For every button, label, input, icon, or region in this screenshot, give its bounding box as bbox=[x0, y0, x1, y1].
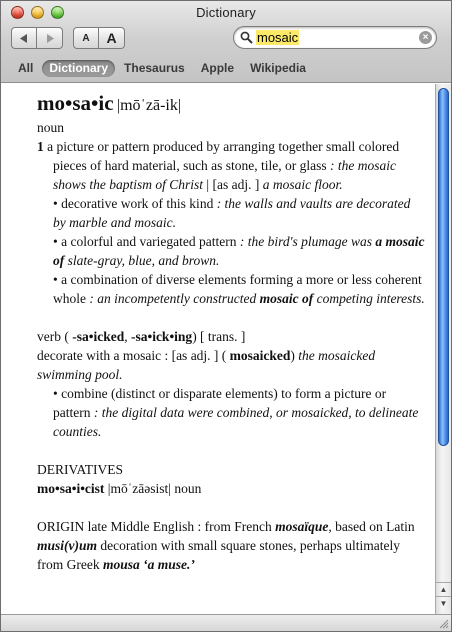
sense-1-label: | [as adj. ] bbox=[206, 177, 260, 192]
back-icon bbox=[20, 34, 28, 43]
back-button[interactable] bbox=[11, 27, 37, 49]
pronunciation: |mōˈzā-ik| bbox=[116, 97, 182, 114]
subsense-2-example-end: slate-gray, blue, and brown. bbox=[67, 253, 220, 268]
derivative-word: mo•sa•i•cist bbox=[37, 481, 105, 496]
subsense-1-definition: • decorative work of this kind bbox=[53, 196, 214, 211]
verb-definition bbox=[37, 346, 425, 384]
scrollbar-thumb[interactable] bbox=[438, 88, 449, 446]
sense-number: 1 bbox=[37, 139, 44, 154]
verb-form-past: -sa•icked bbox=[72, 329, 125, 344]
definition-content bbox=[1, 84, 435, 614]
scroll-down-button[interactable] bbox=[436, 596, 451, 609]
verb-definition-text: decorate with a mosaic : [as adj. ] ( bbox=[37, 348, 227, 363]
verb-grammar-label: ) [ trans. ] bbox=[192, 329, 246, 344]
vertical-scrollbar[interactable] bbox=[435, 84, 451, 614]
derivatives-section bbox=[37, 460, 425, 498]
forward-icon bbox=[46, 34, 54, 43]
entry-header bbox=[37, 91, 425, 115]
verb-subsense-definition: • combine (distinct or disparate elements) to form a picture or pattern bbox=[53, 386, 387, 420]
derivative-pos: noun bbox=[174, 481, 202, 496]
origin-french-word: mosaïque bbox=[275, 519, 329, 534]
origin-text-2: , based on Latin bbox=[328, 519, 415, 534]
subsense-1 bbox=[53, 194, 425, 232]
derivative-pronunciation: |mōˈzāəsist| bbox=[107, 481, 171, 496]
sense-1-example-2: a mosaic floor. bbox=[262, 177, 343, 192]
verb-form-present: -sa•ick•ing bbox=[130, 329, 193, 344]
verb-example: the mosaicked swimming pool. bbox=[37, 348, 376, 382]
noun-label: noun bbox=[37, 120, 64, 135]
window-bottom-bar bbox=[1, 614, 451, 631]
origin-greek-word: mousa ‘a muse.’ bbox=[102, 557, 195, 572]
verb-subsense bbox=[53, 384, 425, 441]
verb-form-separator: , bbox=[124, 329, 128, 344]
sense-1-example: : the mosaic shows the baptism of Christ bbox=[53, 158, 397, 192]
window-title: Dictionary bbox=[196, 5, 256, 20]
verb-subsense-example: : the digital data were combined, or mosaicked, to delineate counties. bbox=[53, 405, 419, 439]
scroll-up-icon: ▲ bbox=[439, 584, 448, 594]
verb-adj-form: mosaicked bbox=[229, 348, 291, 363]
subsense-3-phrase: mosaic of bbox=[259, 291, 314, 306]
subsense-2-definition: • a colorful and variegated pattern bbox=[53, 234, 237, 249]
verb-label: verb ( bbox=[37, 329, 69, 344]
scope-dictionary[interactable]: Dictionary bbox=[42, 60, 115, 77]
subsense-3-definition: • a combination of diverse elements forming a more or less coherent whole bbox=[53, 272, 422, 306]
derivative-entry bbox=[37, 479, 425, 498]
scroll-down-icon: ▼ bbox=[439, 598, 448, 608]
sense-1-definition: a picture or pattern produced by arranging together small colored pieces of hard material, such as stone, tile, or glass bbox=[47, 139, 400, 173]
origin-text: ORIGIN late Middle English : from French bbox=[37, 519, 272, 534]
verb-section bbox=[37, 327, 425, 441]
verb-forms bbox=[37, 327, 425, 346]
scope-apple[interactable]: Apple bbox=[200, 61, 235, 75]
search-field[interactable] bbox=[233, 26, 437, 49]
resize-grip-icon[interactable] bbox=[438, 618, 449, 629]
clear-search-icon[interactable]: × bbox=[419, 31, 432, 44]
origin-latin-word: musi(v)um bbox=[37, 538, 98, 553]
verb-definition-close: ) bbox=[290, 348, 295, 363]
subsense-3-example-end: competing interests. bbox=[316, 291, 425, 306]
subsense-3-example: : an incompetently constructed bbox=[89, 291, 257, 306]
font-size-buttons bbox=[73, 27, 125, 49]
scroll-up-button[interactable] bbox=[436, 582, 451, 595]
derivatives-heading: DERIVATIVES bbox=[37, 462, 124, 477]
origin-text-3: decoration with small square stones, perhaps ultimately from Greek bbox=[37, 538, 400, 572]
font-larger-button[interactable]: A bbox=[99, 27, 125, 49]
scope-wikipedia[interactable]: Wikipedia bbox=[250, 61, 306, 75]
search-icon bbox=[240, 31, 253, 44]
subsense-2-phrase: a mosaic of bbox=[53, 234, 425, 268]
navigation-buttons bbox=[11, 27, 63, 49]
search-input-value[interactable]: mosaic bbox=[257, 30, 299, 45]
subsense-3 bbox=[53, 270, 425, 308]
source-scope-bar bbox=[13, 60, 315, 77]
sense-1 bbox=[37, 137, 425, 194]
subsense-2 bbox=[53, 232, 425, 270]
subsense-1-example: : the walls and vaults are decorated by marble and mosaic. bbox=[53, 196, 411, 230]
scope-thesaurus[interactable]: Thesaurus bbox=[124, 61, 185, 75]
font-smaller-button[interactable]: A bbox=[73, 27, 99, 49]
scope-all[interactable]: All bbox=[18, 61, 34, 75]
subsense-2-example: : the bird's plumage was bbox=[239, 234, 373, 249]
headword: mo•sa•ic bbox=[37, 91, 114, 115]
forward-button[interactable] bbox=[37, 27, 63, 49]
origin-section bbox=[37, 517, 425, 574]
toolbar bbox=[1, 1, 451, 83]
